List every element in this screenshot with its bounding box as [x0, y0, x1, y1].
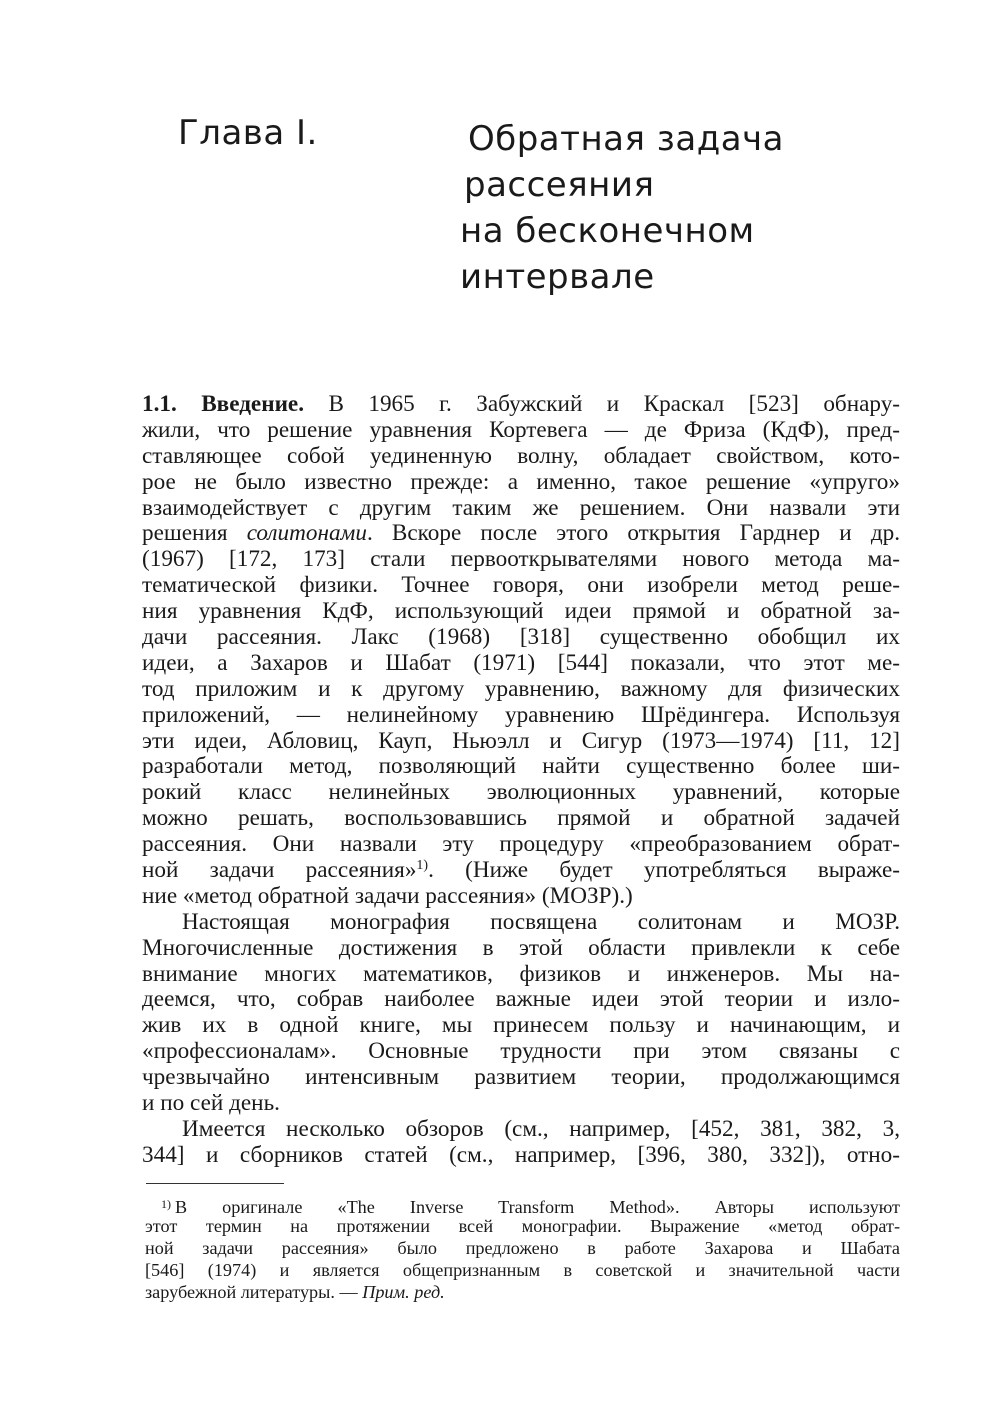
text-line: Имеется несколько обзоров (см., например, [452, 381, 382, 3, — [182, 1115, 900, 1142]
text-line: рое не было известно прежде: а именно, такое решение «упруго» — [142, 468, 900, 495]
footnote — [145, 1193, 900, 1303]
text-line: и по сей день. — [142, 1090, 280, 1117]
text-line: внимание многих математиков, физиков и инженеров. Мы на- — [142, 960, 900, 987]
text-line: приложений, — нелинейному уравнению Шрёдингера. Используя — [142, 701, 900, 728]
footnote-line: [546] (1974) и является общепризнанным в советской и значительной части — [145, 1260, 900, 1280]
chapter-title-line: Обратная задача — [468, 119, 784, 159]
text-fragment: В 1965 г. Забужский и Краскал [523] обнару- — [328, 391, 901, 417]
text-line: ния уравнения КдФ, использующий идеи прямой и обратной за- — [142, 598, 900, 625]
text-fragment: В оригинале «The Inverse Transform Method». Авторы используют — [175, 1197, 900, 1217]
text-line: тод приложим и к другому уравнению, важному для физических — [142, 675, 900, 702]
text-line — [142, 858, 900, 884]
text-fragment: . Вскоре после этого открытия Гарднер и др. — [366, 520, 901, 547]
text-line: рокий класс нелинейных эволюционных уравнений, которые — [142, 779, 900, 806]
text-line: «профессионалам». Основные трудности при этом связаны с — [142, 1038, 900, 1065]
footnote-mark: 1) — [161, 1197, 171, 1211]
text-line: взаимодействует с другим таким же решением. Они назвали эти — [142, 494, 900, 521]
section-heading: Введение. — [201, 391, 305, 417]
text-line: (1967) [172, 173] стали первооткрывателями нового метода ма- — [142, 546, 900, 573]
text-line: ставляющее собой уединенную волну, обладает свойством, кото- — [142, 442, 900, 469]
footnote-line: ной задачи рассеяния» было предложено в работе Захарова и Шабата — [145, 1238, 900, 1258]
chapter-title-line: интервале — [460, 257, 655, 297]
text-line: ние «метод обратной задачи рассеяния» (МОЗР).) — [142, 882, 633, 909]
chapter-title-line: рассеяния — [464, 165, 655, 205]
text-line: деемся, что, собрав наиболее важные идеи этой теории и изло- — [142, 986, 900, 1013]
italic-term: солитонами — [246, 520, 367, 547]
text-line: жили, что решение уравнения Кортевега — де Фриза (КдФ), пред- — [142, 416, 900, 443]
text-line — [142, 392, 900, 418]
text-line: жив их в одной книге, мы принесем пользу и начинающим, и — [142, 1012, 900, 1039]
text-line: Многочисленные достижения в этой области привлекли к себе — [142, 934, 900, 961]
section-number: 1.1. — [142, 391, 177, 417]
text-fragment: решения — [142, 520, 228, 547]
text-fragment: . (Ниже будет употребляться выраже- — [428, 857, 900, 884]
text-fragment: ной задачи рассеяния» — [142, 857, 417, 884]
text-line: рассеяния. Они назвали эту процедуру «преобразованием обрат- — [142, 831, 900, 858]
text-line: разработали метод, позволяющий найти существенно более ши- — [142, 753, 900, 780]
text-line — [142, 521, 900, 547]
footnote-line — [145, 1193, 900, 1215]
text-line: дачи рассеяния. Лакс (1968) [318] существенно обобщил их — [142, 624, 900, 651]
footnote-reference[interactable]: 1) — [416, 858, 429, 874]
footnote-divider — [146, 1183, 284, 1184]
editor-note: Прим. ред. — [362, 1282, 445, 1302]
text-line: чрезвычайно интенсивным развитием теории, продолжающимся — [142, 1064, 900, 1091]
text-line: тематической физики. Точнее говоря, они изобрели метод реше- — [142, 572, 900, 599]
text-line: Настоящая монография посвящена солитонам и МОЗР. — [182, 908, 900, 935]
chapter-label: Глава I. — [178, 113, 318, 153]
chapter-title — [460, 116, 784, 300]
text-line: эти идеи, Абловиц, Кауп, Ньюэлл и Сигур (1973—1974) [11, 12] — [142, 727, 900, 754]
text-line: идеи, а Захаров и Шабат (1971) [544] показали, что этот ме- — [142, 649, 900, 676]
chapter-title-line: на бесконечном — [460, 211, 755, 251]
footnote-line: этот термин на протяжении всей монографии. Выражение «метод обрат- — [145, 1216, 900, 1236]
main-text — [142, 392, 900, 1169]
footnote-line — [145, 1281, 900, 1303]
text-fragment: зарубежной литературы. — — [145, 1282, 358, 1302]
text-line: можно решать, воспользовавшись прямой и обратной задачей — [142, 805, 900, 832]
text-line: 344] и сборников статей (см., например, [396, 380, 332]), отно- — [142, 1141, 900, 1168]
